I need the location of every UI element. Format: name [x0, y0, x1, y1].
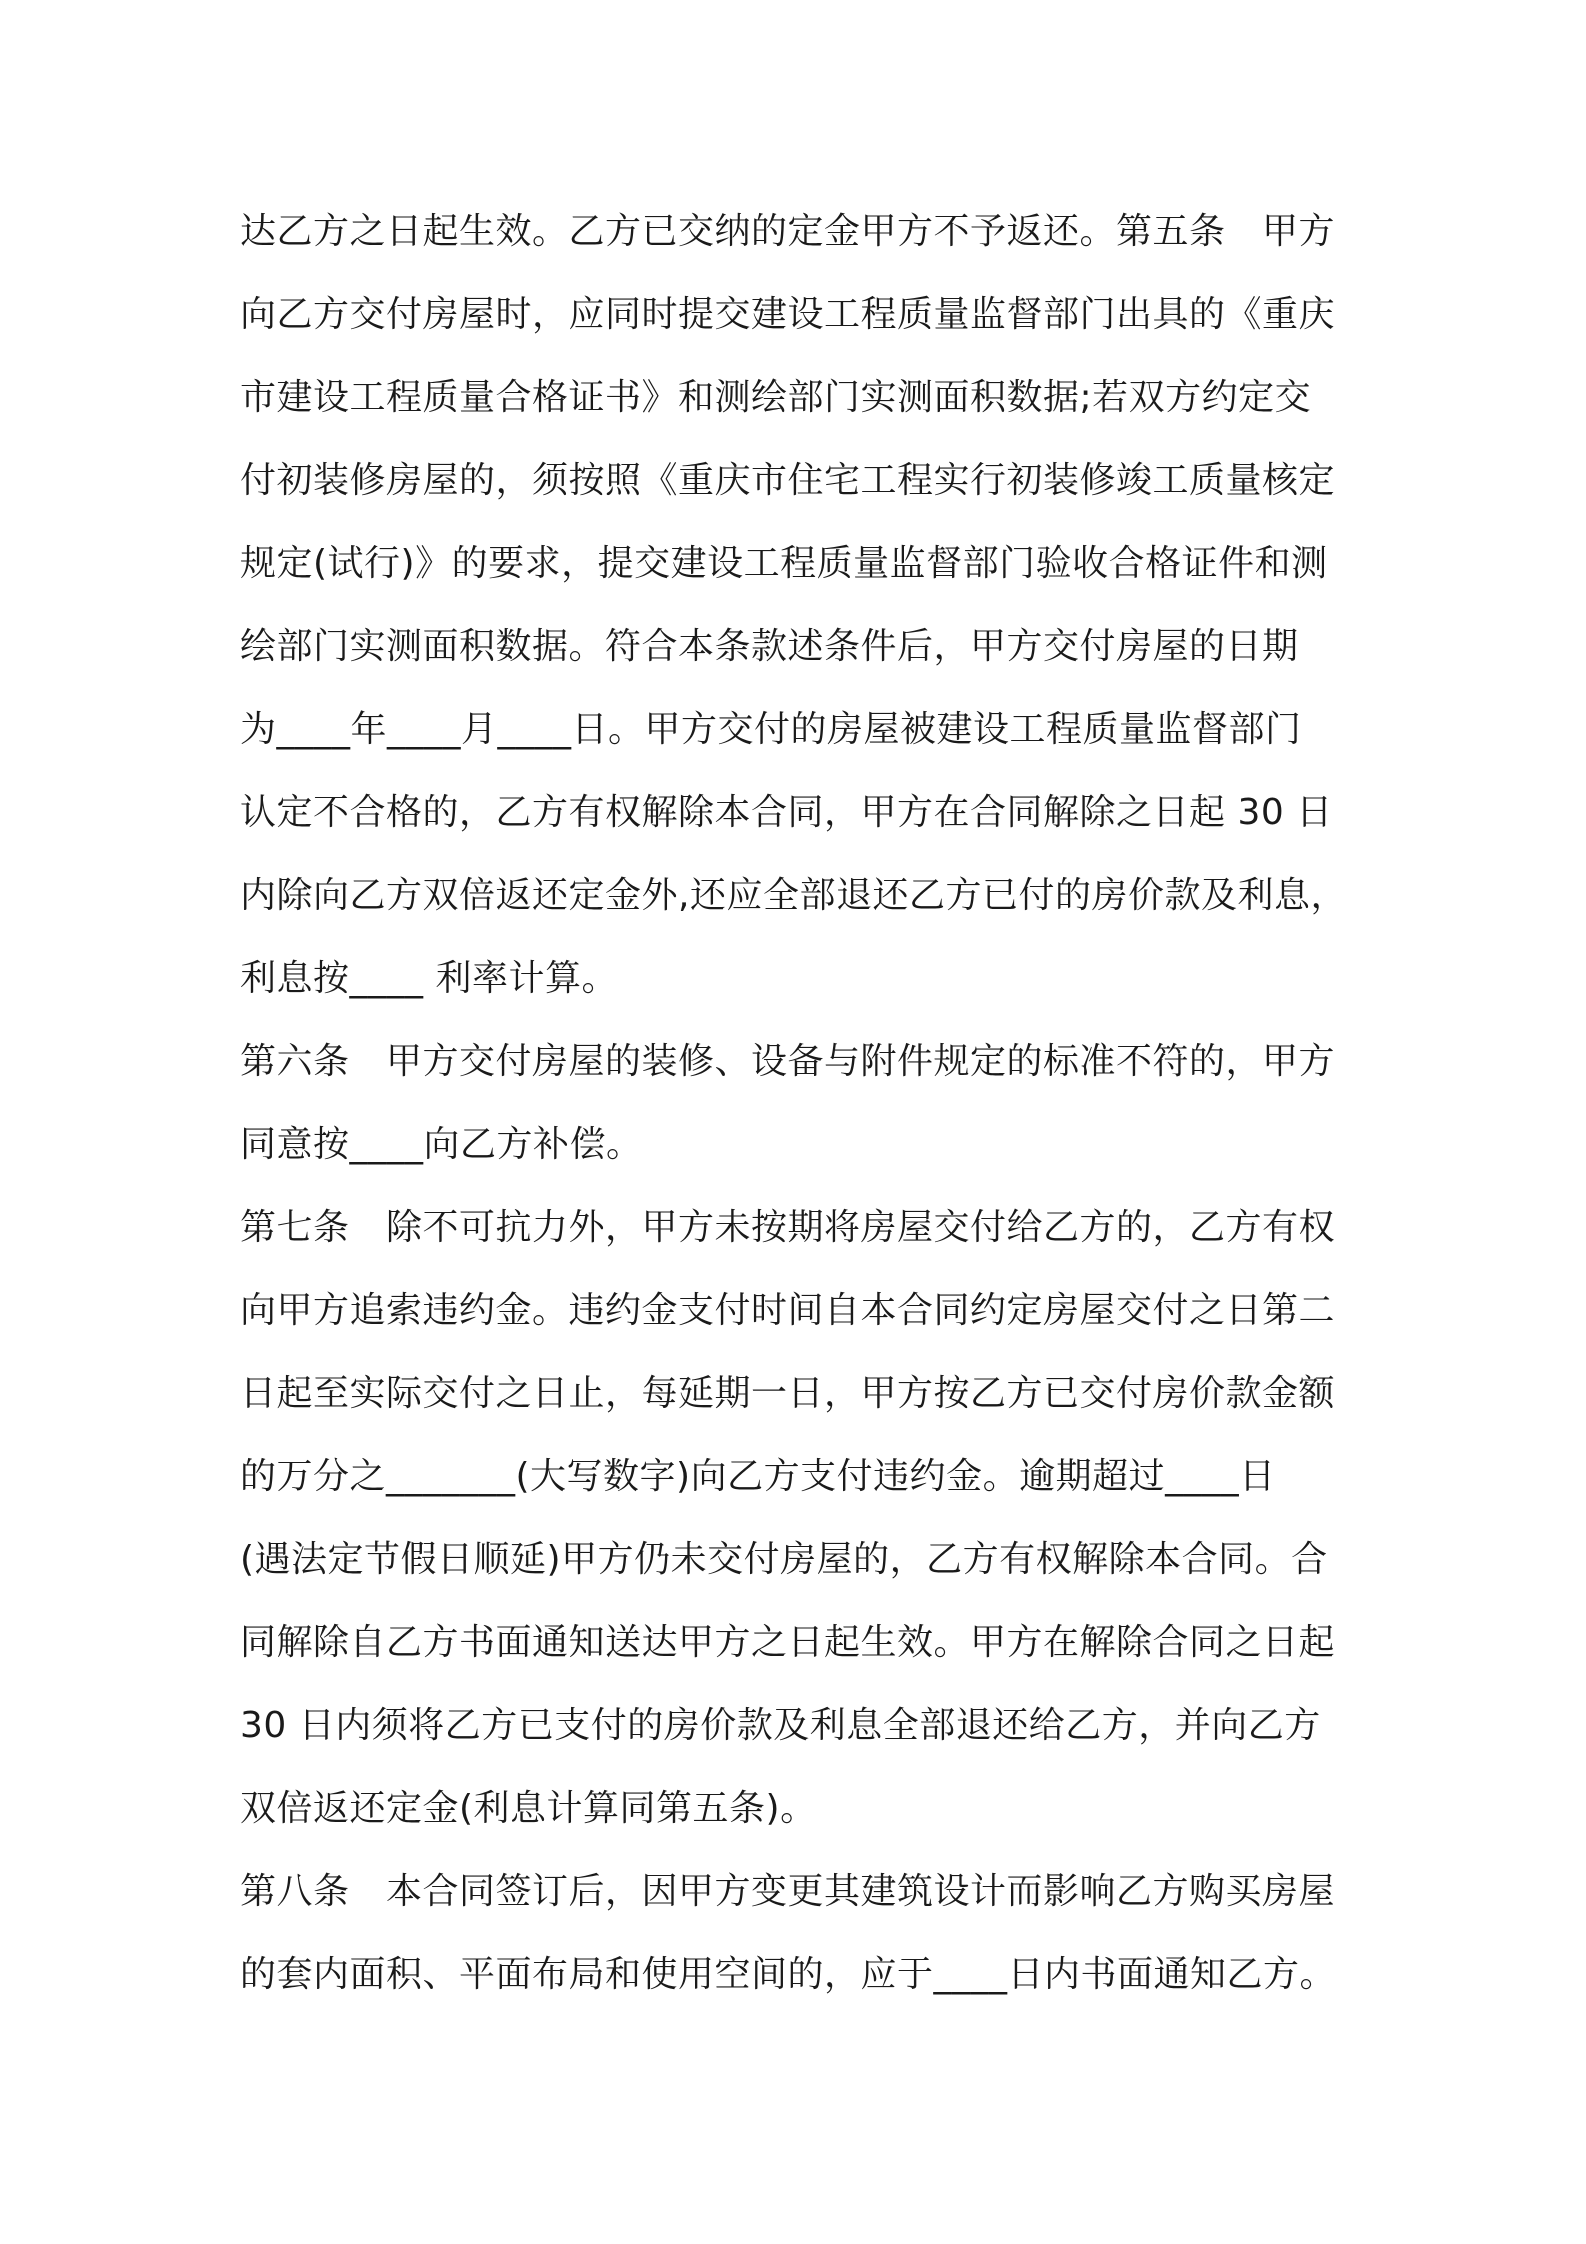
contract-text: [240, 190, 1360, 2016]
text-line: (遇法定节假日顺延)甲方仍未交付房屋的，乙方有权解除本合同。合: [240, 1539, 1328, 1580]
article-8-line: 第八条 本合同签订后，因甲方变更其建筑设计而影响乙方购买房屋: [240, 1871, 1336, 1912]
text-line: 利息按____ 利率计算。: [240, 958, 618, 999]
text-line: 认定不合格的，乙方有权解除本合同，甲方在合同解除之日起 30 日: [240, 792, 1333, 833]
text-line: 的万分之_______(大写数字)向乙方支付违约金。逾期超过____日: [240, 1456, 1276, 1497]
text-line: 向甲方追索违约金。违约金支付时间自本合同约定房屋交付之日第二: [240, 1290, 1336, 1331]
text-line: 的套内面积、平面布局和使用空间的，应于____日内书面通知乙方。: [240, 1954, 1337, 1995]
text-line: 绘部门实测面积数据。符合本条款述条件后，甲方交付房屋的日期: [240, 626, 1299, 667]
text-line: 付初装修房屋的，须按照《重庆市住宅工程实行初装修竣工质量核定: [240, 460, 1336, 501]
text-line: 向乙方交付房屋时，应同时提交建设工程质量监督部门出具的《重庆: [240, 294, 1336, 335]
text-line: 市建设工程质量合格证书》和测绘部门实测面积数据;若双方约定交: [240, 377, 1312, 418]
text-line: 内除向乙方双倍返还定金外,还应全部退还乙方已付的房价款及利息，: [240, 875, 1347, 916]
text-line: 规定(试行)》的要求，提交建设工程质量监督部门验收合格证件和测: [240, 543, 1328, 584]
text-line: 达乙方之日起生效。乙方已交纳的定金甲方不予返还。第五条 甲方: [240, 211, 1336, 252]
text-line: 同意按____向乙方补偿。: [240, 1124, 643, 1165]
text-line: 双倍返还定金(利息计算同第五条)。: [240, 1788, 817, 1829]
article-7-line: 第七条 除不可抗力外，甲方未按期将房屋交付给乙方的，乙方有权: [240, 1207, 1336, 1248]
text-line: 为____年____月____日。甲方交付的房屋被建设工程质量监督部门: [240, 709, 1302, 750]
article-6-line: 第六条 甲方交付房屋的装修、设备与附件规定的标准不符的，甲方: [240, 1041, 1336, 1082]
text-line: 30 日内须将乙方已支付的房价款及利息全部退还给乙方，并向乙方: [240, 1705, 1321, 1746]
text-line: 同解除自乙方书面通知送达甲方之日起生效。甲方在解除合同之日起: [240, 1622, 1336, 1663]
text-line: 日起至实际交付之日止，每延期一日，甲方按乙方已交付房价款金额: [240, 1373, 1336, 1414]
